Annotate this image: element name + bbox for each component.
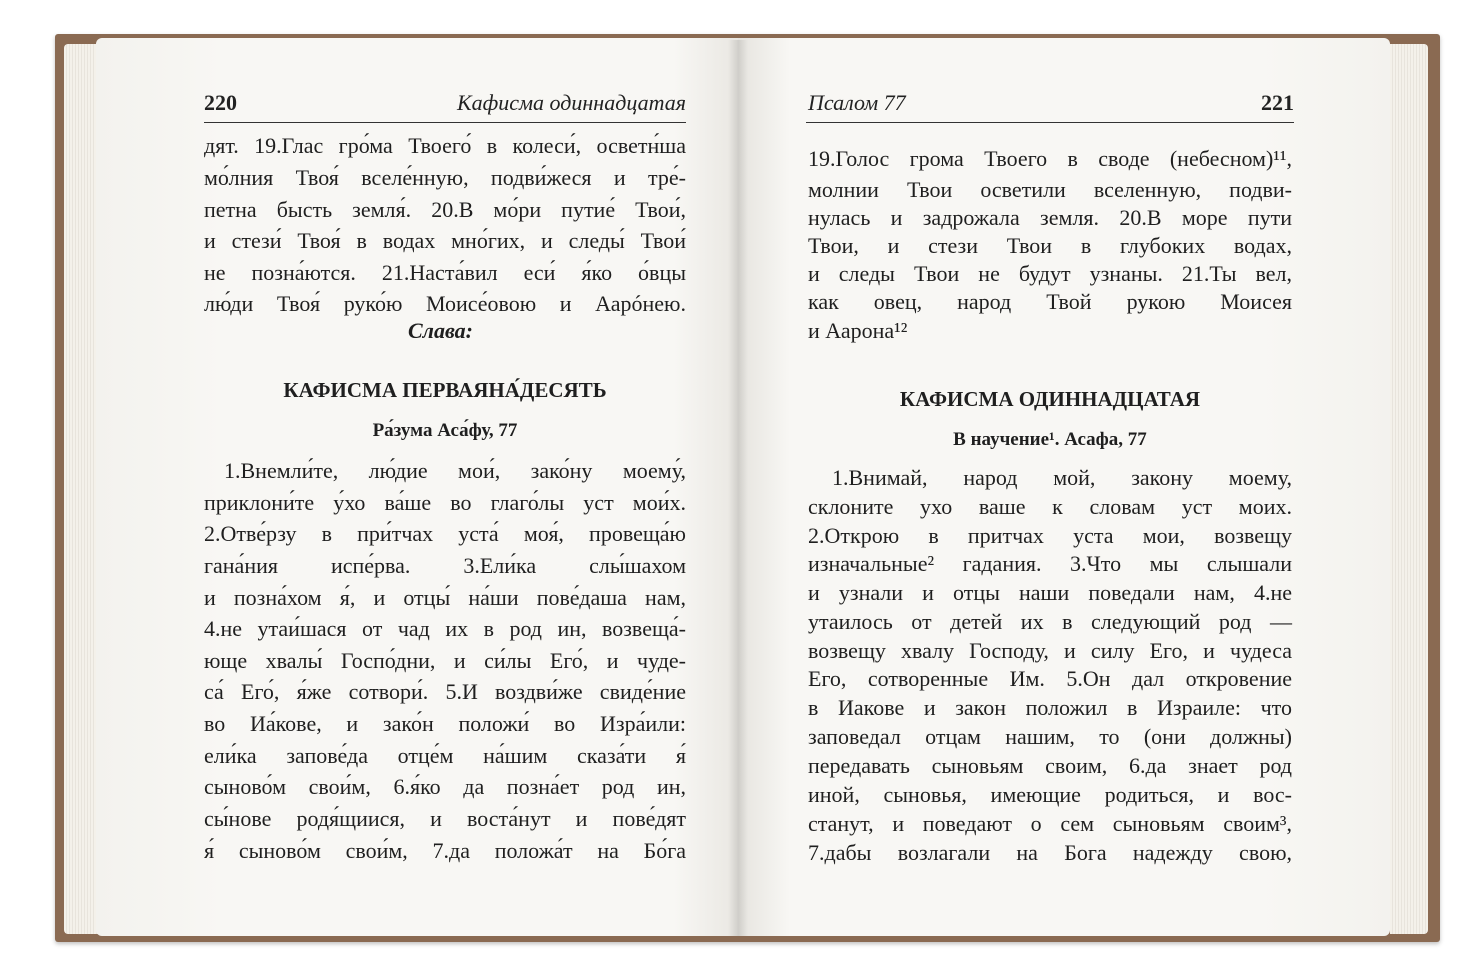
text-line: станут, и поведают о сем сыновьям своим³, xyxy=(808,811,1292,836)
text-line: 1.Внимай, народ мой, закону моему, xyxy=(832,465,1292,490)
left-running-title: Кафисма одиннадцатая xyxy=(457,90,686,115)
text-line: утаилось от детей их в следующий род — xyxy=(808,609,1292,634)
psalm-heading-right: В научение¹. Асафа, 77 xyxy=(953,429,1147,450)
kathisma-heading-right: КАФИСМА ОДИННАДЦАТАЯ xyxy=(899,387,1201,411)
kathisma-heading-left: КАФИСМА ПЕРВАЯНА́ДЕСЯТЬ xyxy=(283,378,607,402)
text-line: лю́ди Твоя́ руко́ю Моисе́овою и Аарóнею. xyxy=(204,291,686,316)
text-line: нулась и задрожала земля. 20.В море пути xyxy=(808,205,1292,230)
text-line: Его, сотворенные Им. 5.Он дал откровение xyxy=(808,666,1292,691)
text-line: и Аарона¹² xyxy=(808,318,908,343)
text-line: и стези́ Твоя́ в водах мно́гих, и следы́ Твои́ xyxy=(204,228,686,253)
text-line: 2.Открою в притчах уста мои, возвещу xyxy=(808,523,1292,548)
text-line: Твои, и стези Твои в глубоких водах, xyxy=(808,233,1292,258)
text-line: юще хвалы́ Госпо́дни, и си́лы Его́, и чуде- xyxy=(204,648,686,673)
text-line: сы́нове родя́щиися, и воста́нут и пове́дят xyxy=(204,806,686,831)
text-line: изначальные² гадания. 3.Что мы слышали xyxy=(808,551,1292,576)
text-line: 1.Внемли́те, лю́дие мои́, зако́ну моему́, xyxy=(224,458,686,483)
text-line: склоните ухо ваше к словам уст моих. xyxy=(808,494,1292,519)
text-line: возвещу хвалу Господу, и силу Его, и чудеса xyxy=(808,638,1292,663)
text-line: и узнали и отцы наши поведали нам, 4.не xyxy=(808,580,1292,605)
page-edges-right xyxy=(1390,44,1428,934)
text-line: 7.дабы возлагали на Бога надежду свою, xyxy=(808,840,1292,865)
text-line: мо́лния Твоя́ вселе́нную, подви́жеся и тре́- xyxy=(204,165,686,190)
text-line: заповедал отцам нашим, то (они должны) xyxy=(808,724,1292,749)
text-line: молнии Твои осветили вселенную, подви- xyxy=(808,177,1292,202)
left-running-head xyxy=(204,88,686,123)
text-line: 4.не утаи́шася от чад их в род ин, возвеща́- xyxy=(204,616,686,641)
right-running-head xyxy=(806,88,1294,123)
text-line: как овец, народ Твой рукою Моисея xyxy=(808,289,1292,314)
text-line: дят. 19.Глас гро́ма Твоего́ в колеси́, осветн́ша xyxy=(204,133,686,158)
text-line: 19.Голос грома Твоего в своде (небесном)¹¹, xyxy=(808,146,1292,171)
slava-label: Слава: xyxy=(408,318,473,343)
text-line: сыново́м свои́м, 6.я́ко да позна́ет род ин, xyxy=(204,774,686,799)
text-line: приклони́те у́хо ва́ше во глаго́лы уст мои́х. xyxy=(204,490,686,515)
right-running-title: Псалом 77 xyxy=(808,90,906,115)
text-line: иной, сыновья, имеющие родиться, и вос- xyxy=(808,782,1292,807)
text-line: во Иа́кове, и зако́н положи́ во Изра́или: xyxy=(204,711,686,736)
text-line: в Иакове и закон положил в Израиле: что xyxy=(808,695,1292,720)
text-line: я́ сыново́м свои́м, 7.да положа́т на Бо́га xyxy=(204,838,686,863)
text-line: и следы Твои не будут узнаны. 21.Ты вел, xyxy=(808,261,1292,286)
right-page-number: 221 xyxy=(1261,90,1294,115)
psalm-heading-left: Ра́зума Аса́фу, 77 xyxy=(372,420,518,441)
text-line: 2.Отве́рзу в при́тчах уста́ моя́, провеща́ю xyxy=(204,521,686,546)
left-page-number: 220 xyxy=(204,90,237,115)
text-line: передавать сыновьям своим, 6.да знает род xyxy=(808,753,1292,778)
text-line: не позна́ются. 21.Наста́вил еси́ я́ко о́вцы xyxy=(204,260,686,285)
text-line: гана́ния испе́рва. 3.Ели́ка слы́шахом xyxy=(204,553,686,578)
text-line: са́ Его́, я́же сотвори́. 5.И воздви́же свиде́ние xyxy=(204,679,686,704)
text-line: и позна́хом я́, и отцы́ на́ши пове́даша нам, xyxy=(204,585,686,610)
text-line: ели́ка запове́да отце́м на́шим сказа́ти я́ xyxy=(204,743,686,768)
text-line: петна бысть земля́. 20.В мо́ри путие́ Твои́, xyxy=(204,197,686,222)
book-gutter xyxy=(728,40,748,936)
